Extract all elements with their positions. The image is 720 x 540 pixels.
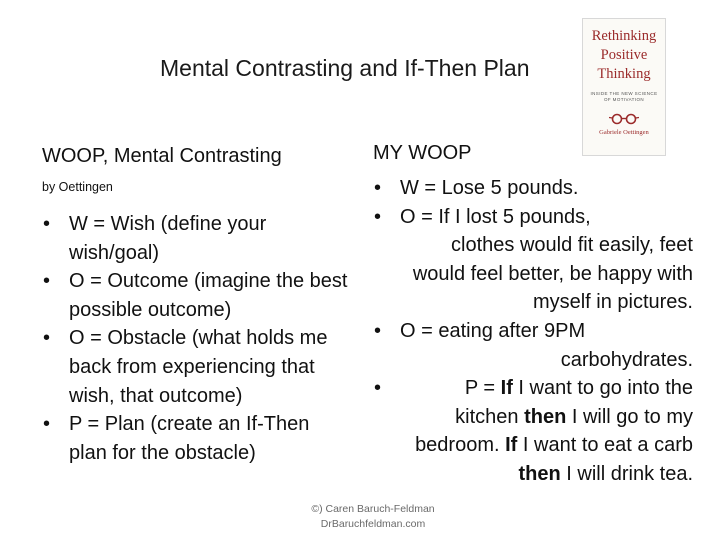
bullet-text: W = Lose 5 pounds. [400, 177, 579, 199]
book-author: Gabriele Oettingen [599, 129, 649, 136]
bold-then: then [518, 462, 561, 485]
list-item [373, 174, 693, 203]
list-item: • O = Outcome (imagine the best possible outcome) [42, 267, 352, 324]
list-item: • P = If I want to go into the kitchen then I will go to my bedroom. If I want to eat a carb then I will drink tea. [373, 374, 693, 488]
list-item: • O = Obstacle (what holds me back from experiencing that wish, that outcome) [42, 324, 352, 410]
left-byline: by Oettingen [42, 180, 113, 194]
left-heading: WOOP, Mental Contrasting [42, 145, 282, 167]
list-item: • W = Wish (define your wish/goal) [42, 210, 352, 267]
bullet-lead: • O = If I lost 5 pounds, [400, 205, 591, 228]
right-heading: MY WOOP [373, 142, 472, 164]
book-subtitle: INSIDE THE NEW SCIENCE OF MOTIVATION [590, 91, 658, 102]
bold-then: then [524, 405, 567, 428]
slide-title: Mental Contrasting and If-Then Plan [160, 55, 530, 81]
list-item [373, 203, 693, 317]
glasses-icon [609, 113, 639, 125]
woop-definition-list [42, 210, 352, 467]
book-title: Rethinking Positive Thinking [591, 28, 657, 82]
list-item [373, 317, 693, 374]
bullet-text: clothes would fit easily, feet would feel better, be happy with myself in pictures. [412, 234, 693, 314]
bullet-text: carbohydrates. [560, 348, 693, 371]
copyright-notice: ©) Caren Baruch-Feldman DrBaruchfeldman.com [311, 503, 435, 530]
bold-if: If [500, 377, 513, 400]
my-woop-list [373, 174, 693, 489]
bold-if: If [505, 434, 518, 457]
bullet-lead: • O = eating after 9PM [400, 319, 586, 342]
list-item: • P = Plan (create an If-Then plan for the obstacle) [42, 410, 352, 467]
book-cover [582, 18, 666, 156]
